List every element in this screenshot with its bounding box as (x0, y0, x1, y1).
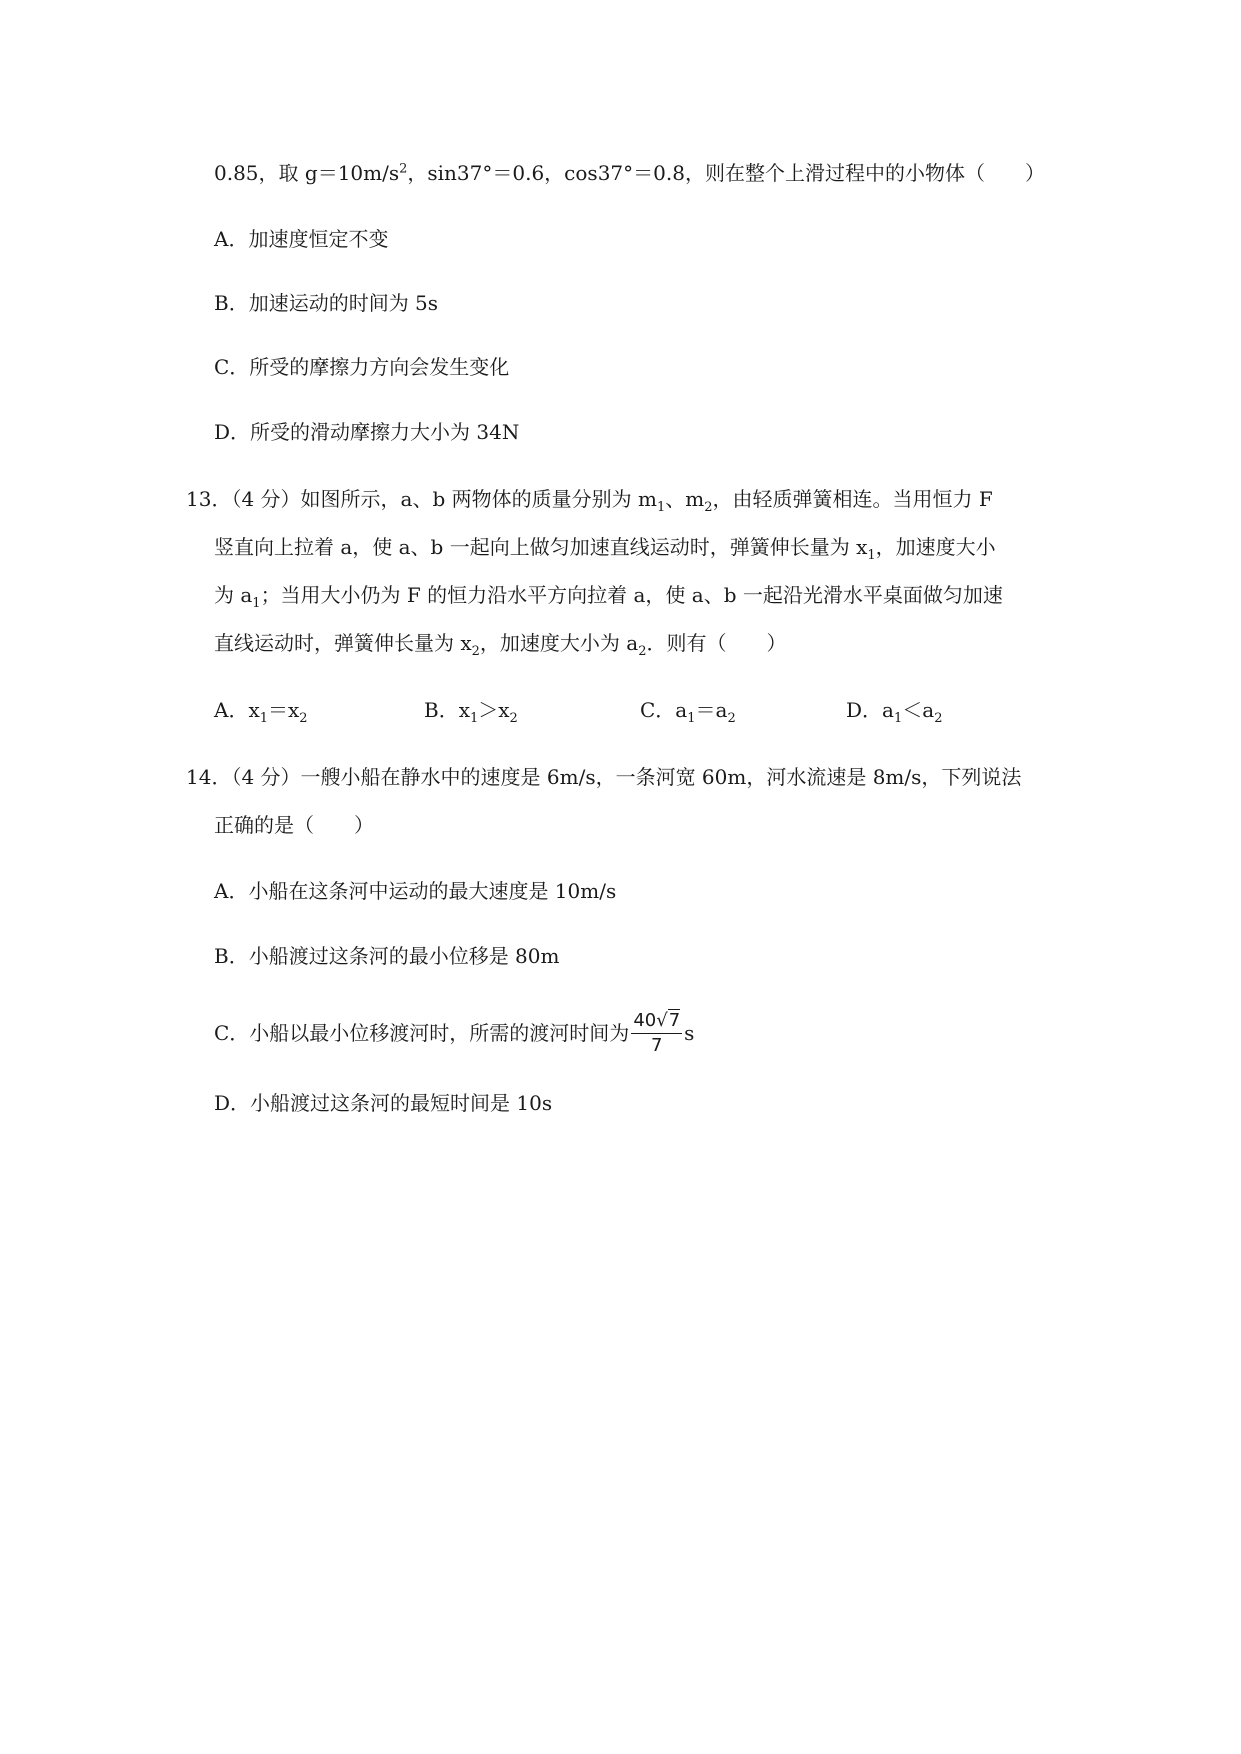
q13-option-c: C．$a_1=a_2$ (640, 698, 736, 726)
q13-option-a: A．$x_1=x_2$ (214, 698, 308, 726)
fraction-formula: $\frac{40√7}{7}$ (633, 1010, 681, 1056)
q12-option-d: D．所受的滑动摩擦力大小为 34N (214, 420, 520, 444)
q12-option-b: B．加速运动的时间为 5s (214, 291, 439, 315)
q13-stem-line-1: 13．（4 分）如图所示，a、b 两物体的质量分别为 $m_1$、$m_2$，由轻质弹簧相连。当用恒力 F (186, 487, 993, 515)
q14-option-a: A．小船在这条河中运动的最大速度是 10m/s (214, 879, 617, 903)
q12-stem-line: 0.85，取 $g=10m/s^2$，sin37°＝0.6，cos37°＝0.8，则在整个上滑过程中的小物体（ ） (214, 161, 1045, 185)
q14-stem-line-2: 正确的是（ ） (214, 813, 374, 837)
q14-stem-line-1: 14．（4 分）一艘小船在静水中的速度是 6m/s，一条河宽 60m，河水流速是 8m/s，下列说法 (186, 765, 1022, 789)
q13-stem-line-3: 为 $a_1$；当用大小仍为 F 的恒力沿水平方向拉着 a，使 a、b 一起沿光滑水平桌面做匀加速 (214, 583, 1003, 611)
q13-option-b: B．$x_1>x_2$ (424, 698, 518, 726)
q14-option-c: C．小船以最小位移渡河时，所需的渡河时间为 $\frac{40√7}{7}$ s (214, 1010, 695, 1056)
q12-option-a: A．加速度恒定不变 (214, 227, 389, 251)
q14-option-d: D．小船渡过这条河的最短时间是 10s (214, 1091, 553, 1115)
sqrt-icon: √ (656, 1010, 668, 1031)
q13-stem-line-4: 直线运动时，弹簧伸长量为 $x_2$，加速度大小为 $a_2$．则有（ ） (214, 631, 787, 659)
q13-stem-line-2: 竖直向上拉着 a，使 a、b 一起向上做匀加速直线运动时，弹簧伸长量为 $x_1$，加速度大小 (214, 535, 996, 563)
q12-option-c: C．所受的摩擦力方向会发生变化 (214, 355, 510, 379)
q13-option-d: D．$a_1<a_2$ (846, 698, 943, 726)
q14-option-b: B．小船渡过这条河的最小位移是 80m (214, 944, 560, 968)
